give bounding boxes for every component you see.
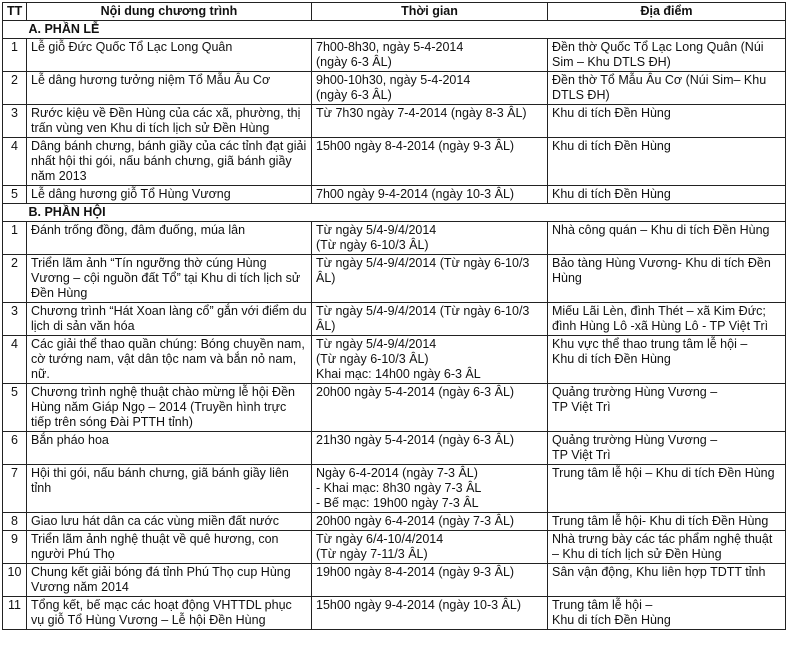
row-number: 8 bbox=[3, 513, 27, 531]
program-time: 20h00 ngày 6-4-2014 (ngày 7-3 ÂL) bbox=[312, 513, 548, 531]
program-place: Khu vực thể thao trung tâm lễ hội – Khu di tích Đền Hùng bbox=[548, 336, 786, 384]
program-time: 15h00 ngày 9-4-2014 (ngày 10-3 ÂL) bbox=[312, 597, 548, 630]
row-number: 3 bbox=[3, 303, 27, 336]
program-time: 15h00 ngày 8-4-2014 (ngày 9-3 ÂL) bbox=[312, 138, 548, 186]
program-place: Trung tâm lễ hội – Khu di tích Đền Hùng bbox=[548, 465, 786, 513]
program-place: Nhà trưng bày các tác phẩm nghệ thuật – Khu di tích lịch sử Đền Hùng bbox=[548, 531, 786, 564]
section-title: A. PHẦN LỄ bbox=[27, 21, 786, 39]
schedule-table bbox=[2, 2, 786, 630]
program-time: 7h00-8h30, ngày 5-4-2014 (ngày 6-3 ÂL) bbox=[312, 39, 548, 72]
program-content: Hội thi gói, nấu bánh chưng, giã bánh giầy liên tỉnh bbox=[27, 465, 312, 513]
table-row bbox=[3, 384, 786, 432]
program-content: Lễ dâng hương tưởng niệm Tổ Mẫu Âu Cơ bbox=[27, 72, 312, 105]
program-content: Chương trình nghệ thuật chào mừng lễ hội Đền Hùng năm Giáp Ngọ – 2014 (Truyền hình trực tiếp trên sóng Đài PTTH tỉnh) bbox=[27, 384, 312, 432]
program-time: Từ ngày 5/4-9/4/2014 (Từ ngày 6-10/3 ÂL) bbox=[312, 255, 548, 303]
row-number: 2 bbox=[3, 72, 27, 105]
program-place: Sân vận động, Khu liên hợp TDTT tỉnh bbox=[548, 564, 786, 597]
section-title-spacer bbox=[3, 21, 27, 39]
program-content: Bắn pháo hoa bbox=[27, 432, 312, 465]
row-number: 5 bbox=[3, 384, 27, 432]
section-title: B. PHẦN HỘI bbox=[27, 204, 786, 222]
table-row bbox=[3, 138, 786, 186]
program-content: Lễ giỗ Đức Quốc Tổ Lạc Long Quân bbox=[27, 39, 312, 72]
program-place: Đền thờ Tổ Mẫu Âu Cơ (Núi Sim– Khu DTLS ĐH) bbox=[548, 72, 786, 105]
table-row bbox=[3, 597, 786, 630]
table-row bbox=[3, 303, 786, 336]
program-content: Các giải thể thao quần chúng: Bóng chuyền nam, cờ tướng nam, vật dân tộc nam và bắn nỏ nam, nữ. bbox=[27, 336, 312, 384]
program-content: Triển lãm ảnh “Tín ngưỡng thờ cúng Hùng Vương – cội nguồn đất Tổ” tại Khu di tích lịch sử Đền Hùng bbox=[27, 255, 312, 303]
table-row bbox=[3, 336, 786, 384]
header-tt: TT bbox=[3, 3, 27, 21]
row-number: 3 bbox=[3, 105, 27, 138]
table-row bbox=[3, 255, 786, 303]
program-time: Từ ngày 5/4-9/4/2014 (Từ ngày 6-10/3 ÂL) bbox=[312, 222, 548, 255]
table-row bbox=[3, 564, 786, 597]
program-time: Từ 7h30 ngày 7-4-2014 (ngày 8-3 ÂL) bbox=[312, 105, 548, 138]
program-time: 7h00 ngày 9-4-2014 (ngày 10-3 ÂL) bbox=[312, 186, 548, 204]
program-content: Chung kết giải bóng đá tỉnh Phú Thọ cup Hùng Vương năm 2014 bbox=[27, 564, 312, 597]
section-title-spacer bbox=[3, 204, 27, 222]
header-place: Địa điểm bbox=[548, 3, 786, 21]
program-place: Khu di tích Đền Hùng bbox=[548, 186, 786, 204]
row-number: 6 bbox=[3, 432, 27, 465]
row-number: 4 bbox=[3, 336, 27, 384]
table-row bbox=[3, 513, 786, 531]
table-row bbox=[3, 186, 786, 204]
program-content: Chương trình “Hát Xoan làng cổ” gắn với điểm du lịch di sản văn hóa bbox=[27, 303, 312, 336]
table-row bbox=[3, 465, 786, 513]
program-time: Từ ngày 5/4-9/4/2014 (Từ ngày 6-10/3 ÂL) bbox=[312, 303, 548, 336]
table-row bbox=[3, 222, 786, 255]
section-row bbox=[3, 21, 786, 39]
program-place: Trung tâm lễ hội- Khu di tích Đền Hùng bbox=[548, 513, 786, 531]
table-row bbox=[3, 531, 786, 564]
program-time: 20h00 ngày 5-4-2014 (ngày 6-3 ÂL) bbox=[312, 384, 548, 432]
program-place: Quảng trường Hùng Vương – TP Việt Trì bbox=[548, 432, 786, 465]
row-number: 2 bbox=[3, 255, 27, 303]
program-place: Quảng trường Hùng Vương – TP Việt Trì bbox=[548, 384, 786, 432]
program-place: Khu di tích Đền Hùng bbox=[548, 105, 786, 138]
row-number: 5 bbox=[3, 186, 27, 204]
row-number: 4 bbox=[3, 138, 27, 186]
program-time: 21h30 ngày 5-4-2014 (ngày 6-3 ÂL) bbox=[312, 432, 548, 465]
program-place: Trung tâm lễ hội – Khu di tích Đền Hùng bbox=[548, 597, 786, 630]
row-number: 10 bbox=[3, 564, 27, 597]
program-time: 9h00-10h30, ngày 5-4-2014 (ngày 6-3 ÂL) bbox=[312, 72, 548, 105]
program-time: 19h00 ngày 8-4-2014 (ngày 9-3 ÂL) bbox=[312, 564, 548, 597]
program-place: Khu di tích Đền Hùng bbox=[548, 138, 786, 186]
program-content: Rước kiệu về Đền Hùng của các xã, phường, thị trấn vùng ven Khu di tích lịch sử Đền Hùng bbox=[27, 105, 312, 138]
table-row bbox=[3, 432, 786, 465]
program-content: Triển lãm ảnh nghệ thuật về quê hương, con người Phú Thọ bbox=[27, 531, 312, 564]
program-content: Tổng kết, bế mạc các hoạt động VHTTDL phục vụ giỗ Tổ Hùng Vương – Lễ hội Đền Hùng bbox=[27, 597, 312, 630]
program-place: Đền thờ Quốc Tổ Lạc Long Quân (Núi Sim – Khu DTLS ĐH) bbox=[548, 39, 786, 72]
program-time: Ngày 6-4-2014 (ngày 7-3 ÂL) - Khai mạc: 8h30 ngày 7-3 ÂL - Bế mạc: 19h00 ngày 7-3 ÂL bbox=[312, 465, 548, 513]
row-number: 1 bbox=[3, 222, 27, 255]
program-content: Dâng bánh chưng, bánh giầy của các tỉnh đạt giải nhất hội thi gói, nấu bánh chưng, giã bánh giầy năm 2013 bbox=[27, 138, 312, 186]
row-number: 11 bbox=[3, 597, 27, 630]
program-time: Từ ngày 6/4-10/4/2014 (Từ ngày 7-11/3 ÂL) bbox=[312, 531, 548, 564]
schedule-table-body bbox=[3, 3, 786, 630]
program-content: Đánh trống đồng, đâm đuống, múa lân bbox=[27, 222, 312, 255]
program-place: Miếu Lãi Lèn, đình Thét – xã Kim Đức; đình Hùng Lô -xã Hùng Lô - TP Việt Trì bbox=[548, 303, 786, 336]
row-number: 7 bbox=[3, 465, 27, 513]
program-time: Từ ngày 5/4-9/4/2014 (Từ ngày 6-10/3 ÂL) Khai mạc: 14h00 ngày 6-3 ÂL bbox=[312, 336, 548, 384]
program-content: Lễ dâng hương giỗ Tổ Hùng Vương bbox=[27, 186, 312, 204]
row-number: 1 bbox=[3, 39, 27, 72]
program-content: Giao lưu hát dân ca các vùng miền đất nước bbox=[27, 513, 312, 531]
table-row bbox=[3, 39, 786, 72]
program-place: Nhà công quán – Khu di tích Đền Hùng bbox=[548, 222, 786, 255]
table-row bbox=[3, 72, 786, 105]
header-row bbox=[3, 3, 786, 21]
program-place: Bảo tàng Hùng Vương- Khu di tích Đền Hùng bbox=[548, 255, 786, 303]
header-content: Nội dung chương trình bbox=[27, 3, 312, 21]
header-time: Thời gian bbox=[312, 3, 548, 21]
section-row bbox=[3, 204, 786, 222]
row-number: 9 bbox=[3, 531, 27, 564]
table-row bbox=[3, 105, 786, 138]
